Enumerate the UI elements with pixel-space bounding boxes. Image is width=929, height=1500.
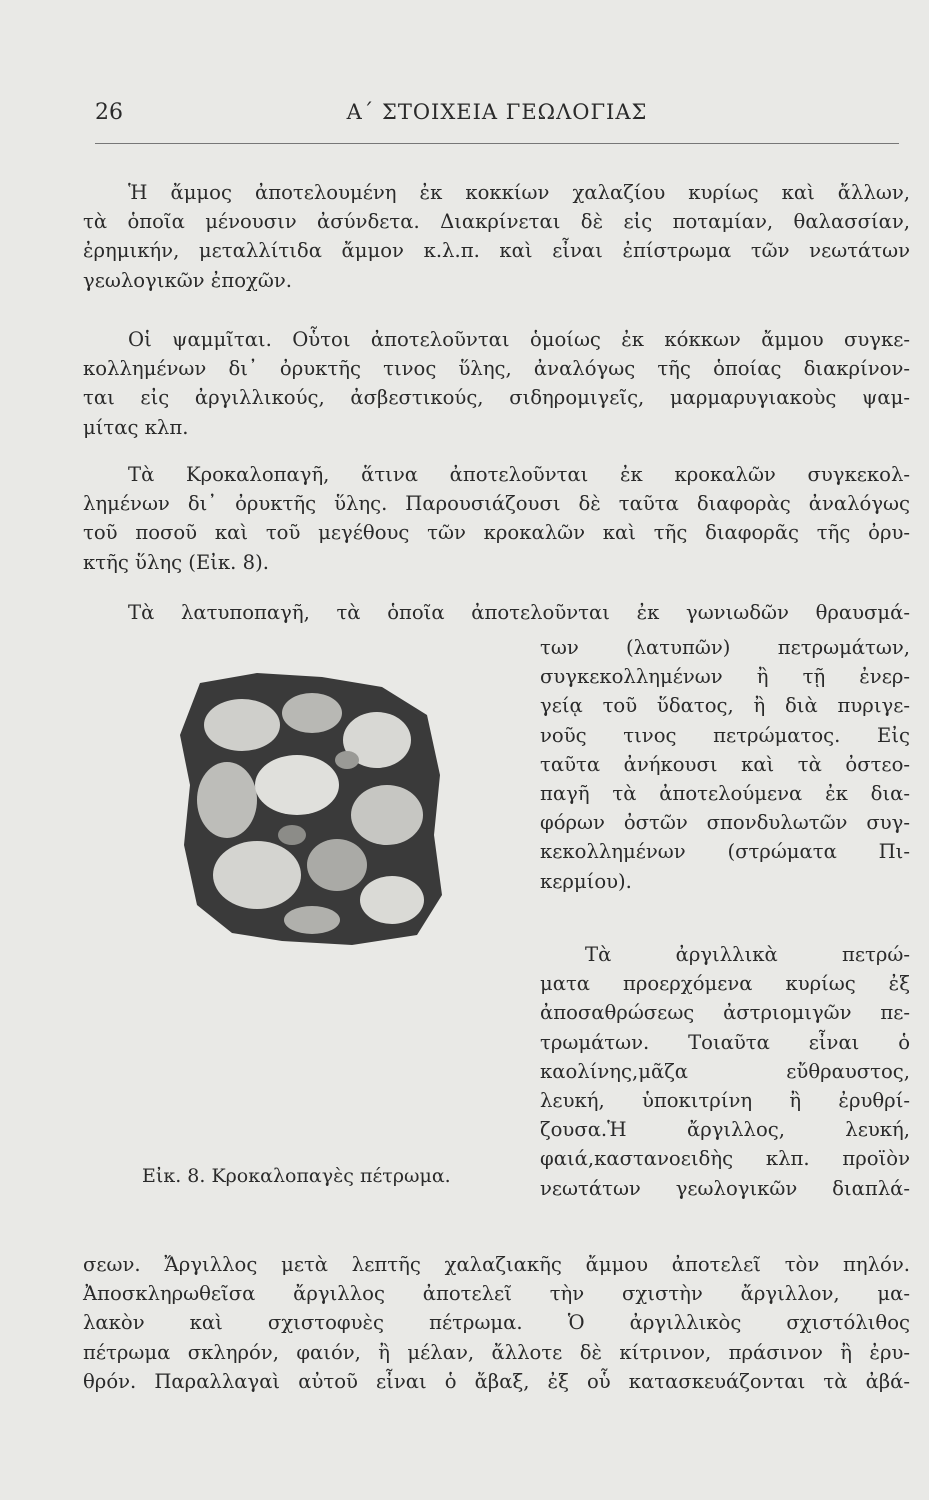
paragraph-sandstones — [83, 325, 910, 442]
text-line: γεωλογικῶν ἐποχῶν. — [83, 268, 292, 292]
text-line: ζουσα.Ἡ ἄργιλλος, λευκή, — [540, 1118, 910, 1142]
text-line: κερμίου). — [540, 869, 632, 893]
text-line: λημένων δι᾽ ὀρυκτῆς ὕλης. Παρουσιάζουσι δὲ ταῦτα διαφορὰς ἀναλόγως — [83, 492, 910, 516]
header-rule — [95, 143, 899, 144]
text-line: μίτας κλπ. — [83, 415, 189, 439]
text-line: τοῦ ποσοῦ καὶ τοῦ μεγέθους τῶν κροκαλῶν καὶ τῆς διαφορᾶς τῆς ὀρυ- — [83, 521, 910, 545]
text-line: Τὰ Κροκαλοπαγῆ, ἅτινα ἀποτελοῦνται ἐκ κροκαλῶν συγκεκολ- — [128, 463, 910, 486]
text-line: παγῆ τὰ ἀποτελούμενα ἐκ δια- — [540, 782, 910, 806]
text-line: των (λατυπῶν) πετρωμάτων, — [540, 636, 910, 659]
paragraph-clay-continued — [83, 1250, 910, 1396]
conglomerate-rock-photo — [172, 665, 457, 950]
text-line: πέτρωμα σκληρόν, φαιόν, ἢ μέλαν, ἄλλοτε δὲ κίτρινον, πράσινον ἢ ἐρυ- — [83, 1340, 910, 1364]
text-line: ματα προερχόμενα κυρίως ἐξ — [540, 972, 910, 996]
text-line: καολίνης,μᾶζα εὔθραυστος, — [540, 1059, 910, 1083]
text-line: νεωτάτων γεωλογικῶν διαπλά- — [540, 1176, 910, 1200]
text-line: τὰ ὁποῖα μένουσιν ἀσύνδετα. Διακρίνεται δὲ εἰς ποταμίαν, θαλασσίαν, — [83, 210, 910, 234]
text-line: λευκή, ὑποκιτρίνη ἢ ἐρυθρί- — [540, 1089, 910, 1113]
text-line: ται εἰς ἀργιλλικούς, ἀσβεστικούς, σιδηρομιγεῖς, μαρμαρυγιακοὺς ψαμ- — [83, 386, 910, 410]
text-line: Ἡ ἄμμος ἀποτελουμένη ἐκ κοκκίων χαλαζίου κυρίως καὶ ἄλλων, — [128, 181, 910, 204]
text-line: θρόν. Παραλλαγαὶ αὐτοῦ εἶναι ὁ ἄβαξ, ἐξ οὗ κατασκευάζονται τὰ ἀβά- — [83, 1369, 910, 1393]
text-line: ἐρημικήν, μεταλλίτιδα ἄμμον κ.λ.π. καὶ εἶναι ἐπίστρωμα τῶν νεωτάτων — [83, 239, 910, 263]
text-line: τρωμάτων. Τοιαῦτα εἶναι ὁ — [540, 1030, 910, 1054]
text-line: λακὸν καὶ σχιστοφυὲς πέτρωμα. Ὁ ἀργιλλικὸς σχιστόλιθος — [83, 1311, 910, 1335]
paragraph-breccias-first-line — [83, 598, 910, 627]
text-line: φαιά,καστανοειδὴς κλπ. προϊὸν — [540, 1147, 910, 1171]
text-line: συγκεκολλημένων ἢ τῇ ἐνερ- — [540, 665, 910, 689]
text-line: κεκολλημένων (στρώματα Πι- — [540, 840, 910, 864]
text-line: Τὰ ἀργιλλικὰ πετρώ- — [585, 943, 910, 966]
paragraph-sand — [83, 178, 910, 295]
text-line: κτῆς ὕλης (Εἰκ. 8). — [83, 550, 269, 574]
text-line: ἀποσαθρώσεως ἀστριομιγῶν πε- — [540, 1001, 910, 1025]
figure-caption: Εἰκ. 8. Κροκαλοπαγὲς πέτρωμα. — [142, 1165, 451, 1187]
running-header — [95, 100, 899, 140]
text-line: κολλημένων δι᾽ ὀρυκτῆς τινος ὕλης, ἀναλόγως τῆς ὁποίας διακρίνον- — [83, 357, 910, 381]
page-number: 26 — [95, 100, 123, 125]
text-line: φόρων ὀστῶν σπονδυλωτῶν συγ- — [540, 811, 910, 835]
text-line: σεων. Ἄργιλλος μετὰ λεπτῆς χαλαζιακῆς ἄμμου ἀποτελεῖ τὸν πηλόν. — [83, 1253, 910, 1276]
text-line: Ἀποσκληρωθεῖσα ἄργιλλος ἀποτελεῖ τὴν σχιστὴν ἄργιλλον, μα- — [83, 1282, 910, 1306]
text-line: Οἱ ψαμμῖται. Οὗτοι ἀποτελοῦνται ὁμοίως ἐκ κόκκων ἄμμου συγκε- — [128, 328, 910, 351]
text-line: γείᾳ τοῦ ὕδατος, ἢ διὰ πυριγε- — [540, 694, 910, 718]
paragraph-breccias-column — [540, 633, 910, 896]
text-line: Τὰ λατυποπαγῆ, τὰ ὁποῖα ἀποτελοῦνται ἐκ γωνιωδῶν θραυσμά- — [128, 601, 910, 624]
text-line: ταῦτα ἀνήκουσι καὶ τὰ ὀστεο- — [540, 752, 910, 776]
text-line: νοῦς τινος πετρώματος. Εἰς — [540, 723, 910, 747]
paragraph-clay-column — [540, 940, 910, 1203]
running-title: Α΄ ΣΤΟΙΧΕΙΑ ΓΕΩΛΟΓΙΑΣ — [346, 100, 648, 124]
paragraph-conglomerates — [83, 460, 910, 577]
